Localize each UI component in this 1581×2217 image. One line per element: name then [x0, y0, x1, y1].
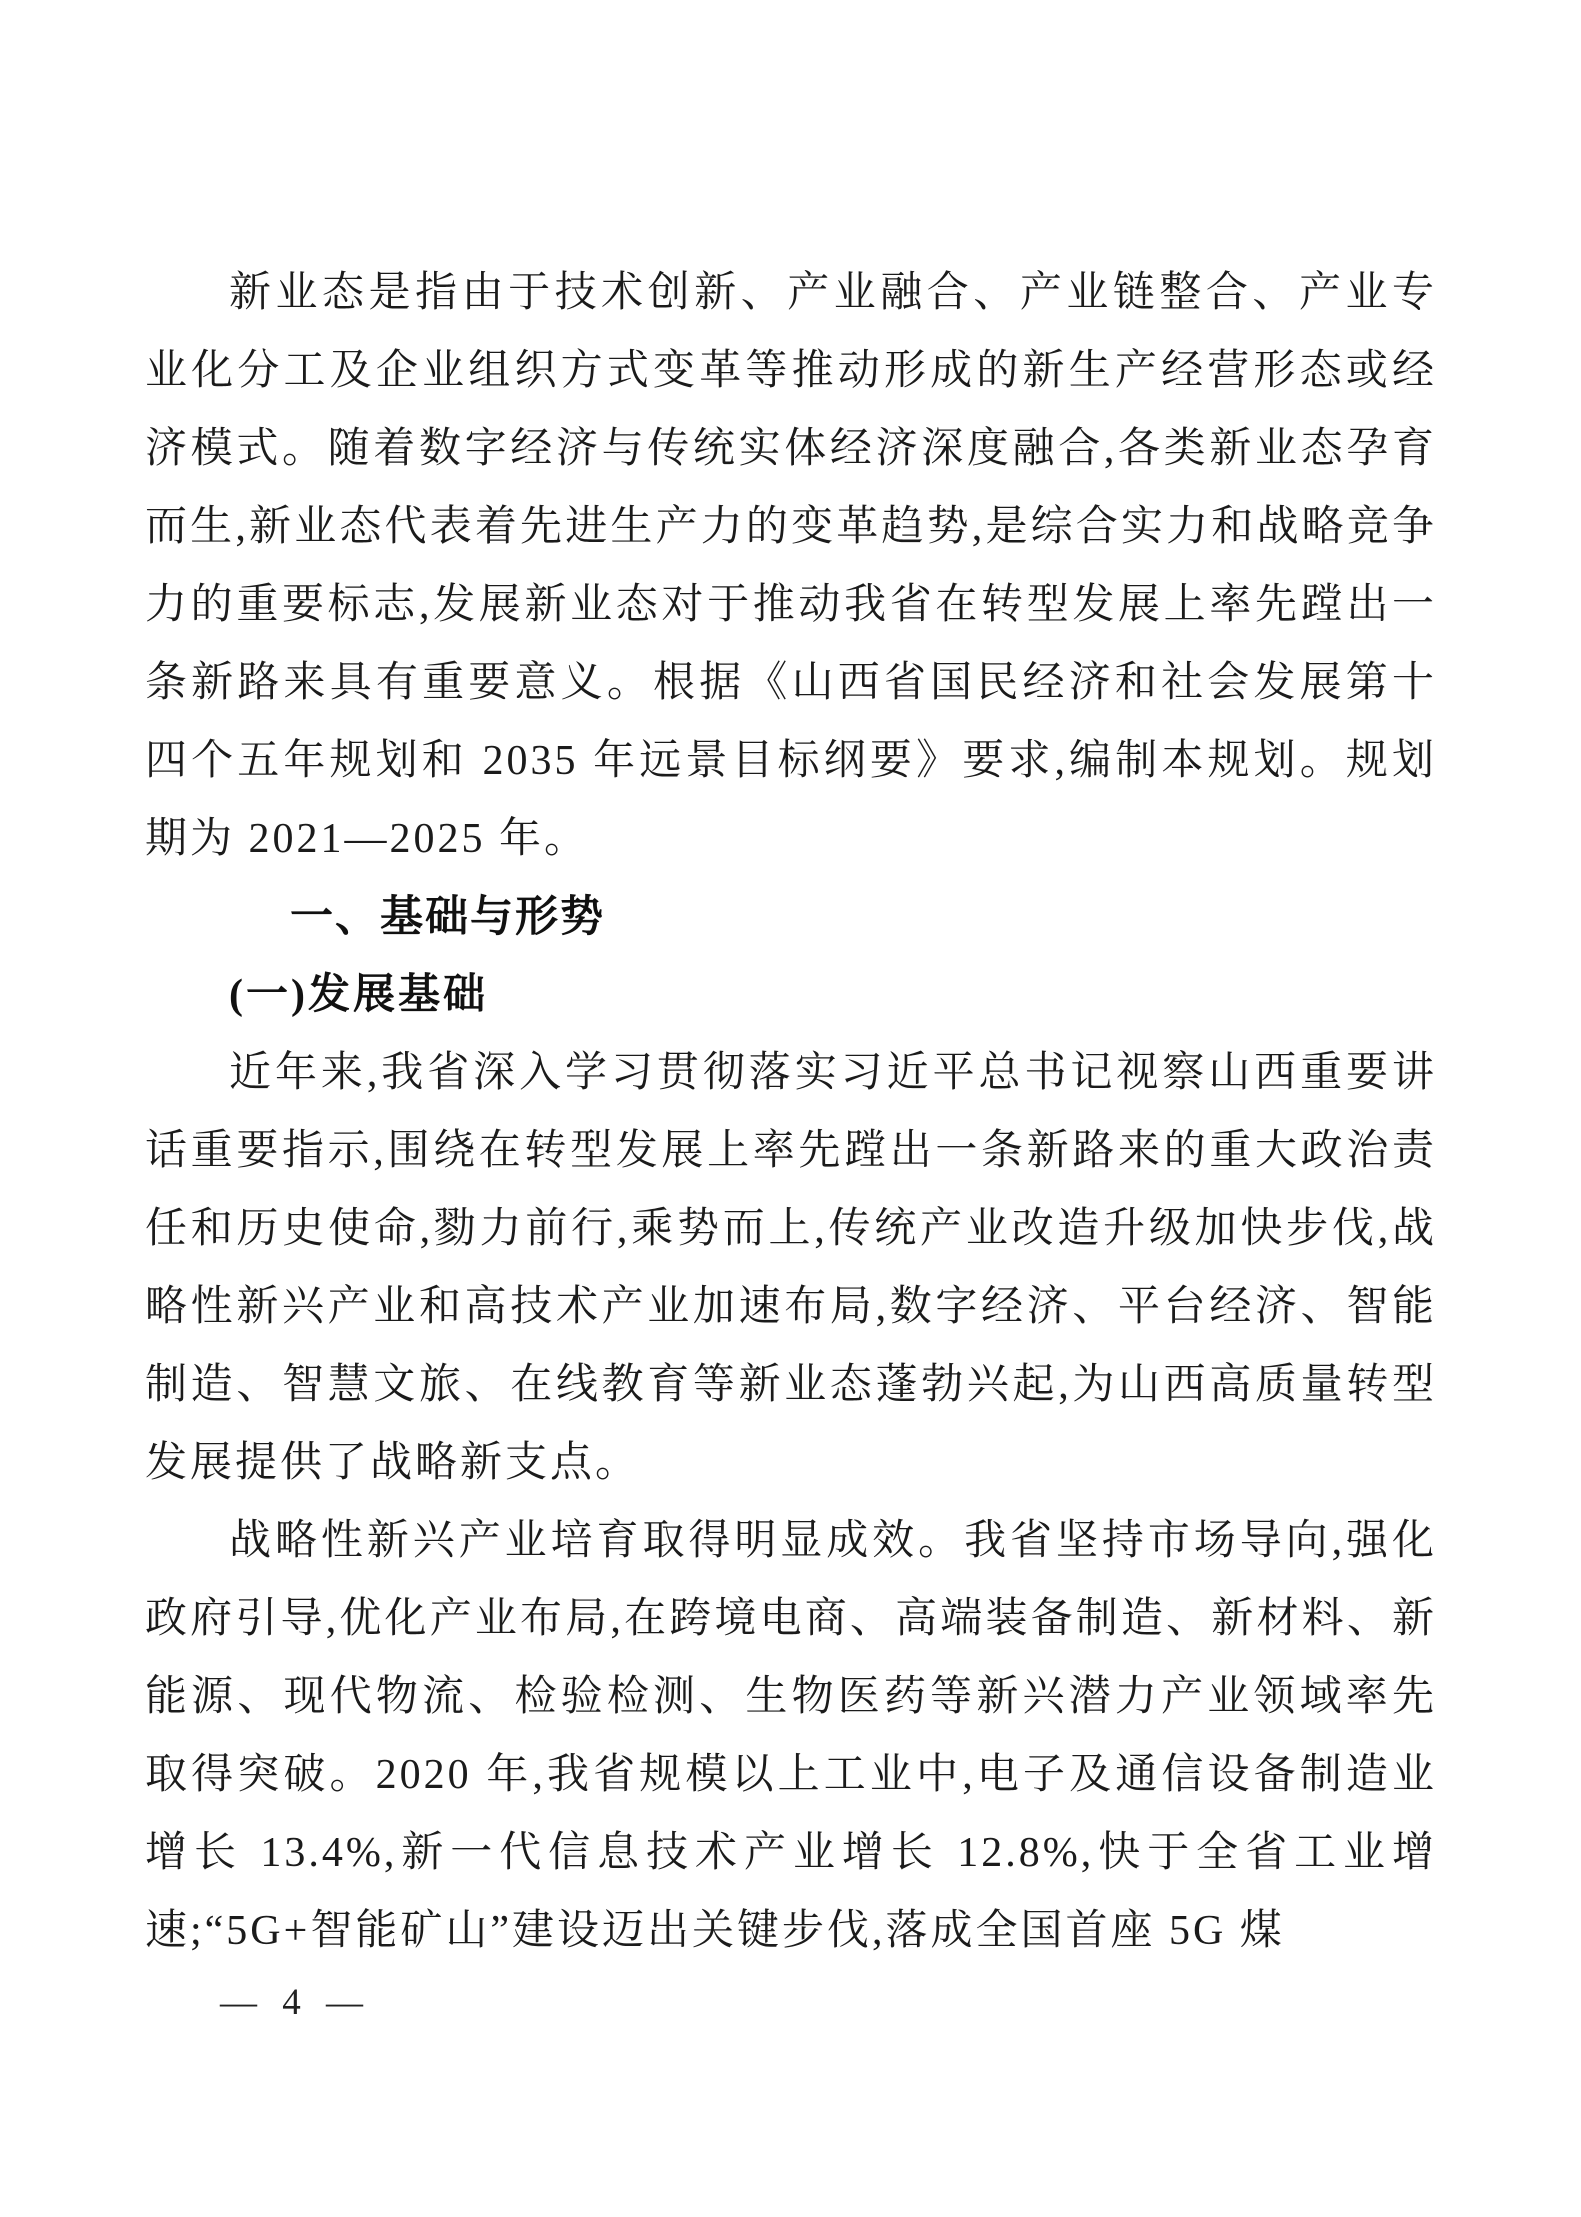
paragraph-new-business-definition: 新业态是指由于技术创新、产业融合、产业链整合、产业专业化分工及企业组织方式变革等推动形成的新生产经营形态或经济模式。随着数字经济与传统实体经济深度融合,各类新业态孕育而生,新业态代表着先进生产力的变革趋势,是综合实力和战略竞争力的重要标志,发展新业态对于推动我省在转型发展上率先蹚出一条新路来具有重要意义。根据《山西省国民经济和社会发展第十四个五年规划和 2035 年远景目标纲要》要求,编制本规划。规划期为 2021—2025 年。 [145, 270, 1437, 862]
paragraph-recent-progress: 近年来,我省深入学习贯彻落实习近平总书记视察山西重要讲话重要指示,围绕在转型发展上率先蹚出一条新路来的重大政治责任和历史使命,勠力前行,乘势而上,传统产业改造升级加快步伐,战略性新兴产业和高技术产业加速布局,数字经济、平台经济、智能制造、智慧文旅、在线教育等新业态蓬勃兴起,为山西高质量转型发展提供了战略新支点。 [145, 1050, 1437, 1486]
section-heading-basis-and-situation: 一、基础与形势 [290, 893, 605, 941]
page-number-text: — 4 — [220, 1982, 365, 2023]
page-number [220, 1982, 365, 2024]
document-body [145, 254, 1437, 1970]
paragraph-strategic-emerging-industries: 战略性新兴产业培育取得明显成效。我省坚持市场导向,强化政府引导,优化产业布局,在跨境电商、高端装备制造、新材料、新能源、现代物流、检验检测、生物医药等新兴潜力产业领域率先取得突破。2020 年,我省规模以上工业中,电子及通信设备制造业增长 13.4%,新一代信息技术产业增长 12.8%,快于全省工业增速;“5G+智能矿山”建设迈出关键步伐,落成全国首座 5G 煤 [145, 1518, 1437, 1954]
subsection-heading-development-basis: (一)发展基础 [229, 972, 488, 1018]
